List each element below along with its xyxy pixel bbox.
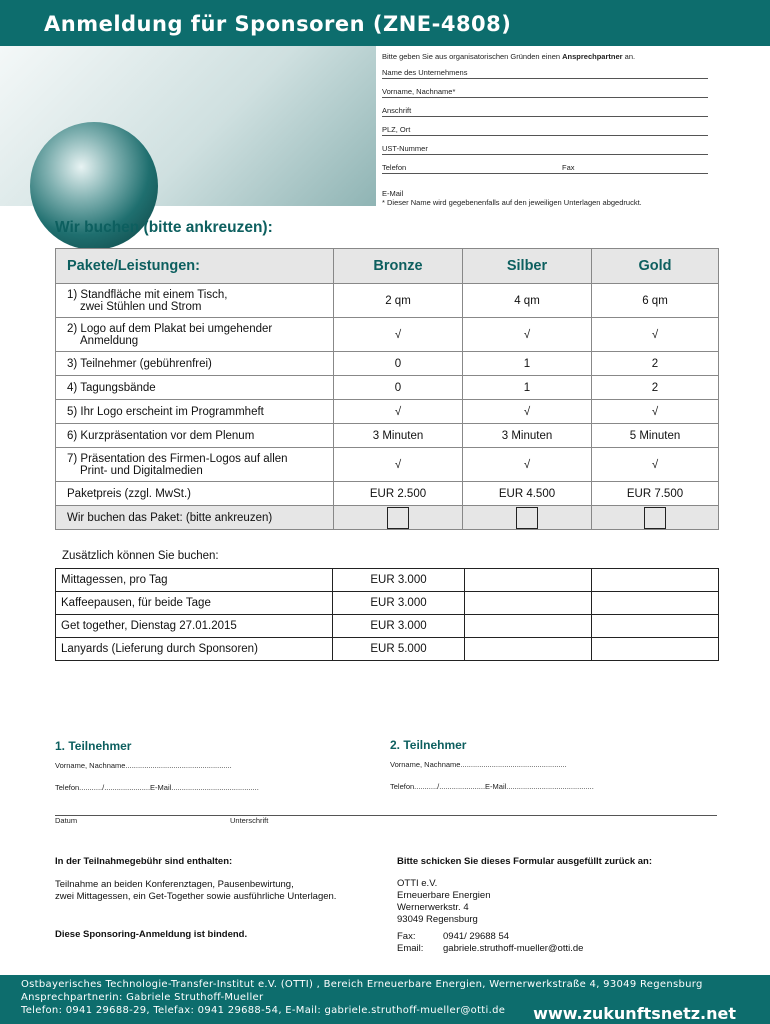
city-field[interactable]: PLZ, Ort [382, 123, 708, 136]
table-row: Get together, Dienstag 27.01.2015 EUR 3.000 [56, 615, 719, 638]
contact-footnote: * Dieser Name wird gegebenenfalls auf den jeweiligen Unterlagen abgedruckt. [382, 198, 642, 207]
price-silber: EUR 4.500 [463, 482, 592, 506]
table-row: 1) Standfläche mit einem Tisch, zwei Stühlen und Strom 2 qm 4 qm 6 qm [56, 284, 719, 318]
booking-heading: Wir buchen (bitte ankreuzen): [55, 219, 273, 236]
extras-table [55, 568, 719, 661]
gold-checkbox[interactable] [644, 507, 666, 529]
participant-1-heading: 1. Teilnehmer [55, 739, 132, 753]
check-icon: √ [463, 448, 592, 482]
email-link[interactable]: gabriele.struthoff-mueller@otti.de [443, 943, 584, 954]
phone-fax-field[interactable]: Telefon Fax [382, 161, 708, 174]
included-text: Teilnahme an beiden Konferenztagen, Pausenbewirtung, zwei Mittagessen, ein Get-Together sowie ausführliche Unterlagen. [55, 879, 337, 902]
header-graphic [0, 46, 376, 206]
table-row: 4) Tagungsbände 0 1 2 [56, 376, 719, 400]
return-address: OTTI e.V. Erneuerbare Energien Wernerwerkstr. 4 93049 Regensburg [397, 878, 491, 925]
extras-input-cell[interactable] [465, 615, 592, 638]
check-icon: √ [592, 448, 719, 482]
footer-line-3: Telefon: 0941 29688-29, Telefax: 0941 29688-54, E-Mail: gabriele.struthoff-mueller@otti.de [21, 1005, 506, 1016]
extras-input-cell[interactable] [465, 569, 592, 592]
vat-field[interactable]: UST-Nummer [382, 142, 708, 155]
extras-input-cell[interactable] [592, 638, 719, 661]
website-link[interactable]: www.zukunftsnetz.net [533, 1004, 736, 1023]
table-row: 7) Präsentation des Firmen-Logos auf allen Print- und Digitalmedien √ √ √ [56, 448, 719, 482]
footer-line-2: Ansprechpartnerin: Gabriele Struthoff-Mueller [21, 992, 264, 1003]
participant-1-contact-field[interactable]: Telefon.........../......................E-Mail.......................................... [55, 783, 259, 792]
header-bronze: Bronze [334, 249, 463, 284]
company-field[interactable]: Name des Unternehmens [382, 66, 708, 79]
check-icon: √ [592, 400, 719, 424]
packages-header-row [56, 249, 719, 284]
name-field[interactable]: Vorname, Nachname* [382, 85, 708, 98]
participant-2-heading: 2. Teilnehmer [390, 738, 467, 752]
signature-line[interactable] [55, 815, 717, 816]
email-field-label[interactable]: E-Mail [382, 189, 404, 198]
package-price-label: Paketpreis (zzgl. MwSt.) [56, 482, 334, 506]
date-label: Datum [55, 816, 78, 825]
header-packages: Pakete/Leistungen: [56, 249, 334, 284]
extras-input-cell[interactable] [592, 569, 719, 592]
page-title: Anmeldung für Sponsoren (ZNE-4808) [44, 12, 512, 36]
contact-intro: Bitte geben Sie aus organisatorischen Gründen einen Ansprechpartner an. [382, 52, 636, 61]
header-bar [0, 0, 770, 46]
extras-input-cell[interactable] [592, 592, 719, 615]
binding-note: Diese Sponsoring-Anmeldung ist bindend. [55, 929, 248, 940]
participant-1-name-field[interactable]: Vorname, Nachname................................................... [55, 761, 232, 770]
table-row: 2) Logo auf dem Plakat bei umgehender Anmeldung √ √ √ [56, 318, 719, 352]
check-icon: √ [334, 448, 463, 482]
check-icon: √ [463, 318, 592, 352]
table-row [56, 482, 719, 506]
check-icon: √ [592, 318, 719, 352]
table-row: Lanyards (Lieferung durch Sponsoren) EUR 5.000 [56, 638, 719, 661]
table-row [56, 506, 719, 530]
packages-table [55, 248, 719, 530]
check-icon: √ [334, 318, 463, 352]
table-row: Kaffeepausen, für beide Tage EUR 3.000 [56, 592, 719, 615]
extras-heading: Zusätzlich können Sie buchen: [62, 550, 219, 562]
participant-2-contact-field[interactable]: Telefon.........../......................E-Mail.......................................... [390, 782, 594, 791]
footer-line-1: Ostbayerisches Technologie-Transfer-Institut e.V. (OTTI) , Bereich Erneuerbare Energien, Wernerwerkstraße 4, 93049 Regensburg [21, 979, 703, 990]
extras-input-cell[interactable] [465, 638, 592, 661]
return-contact: Fax: 0941/ 29688 54 Email: gabriele.struthoff-mueller@otti.de [397, 931, 584, 954]
silber-checkbox[interactable] [516, 507, 538, 529]
price-gold: EUR 7.500 [592, 482, 719, 506]
return-heading: Bitte schicken Sie dieses Formular ausgefüllt zurück an: [397, 856, 652, 867]
table-row: 3) Teilnehmer (gebührenfrei) 0 1 2 [56, 352, 719, 376]
extras-input-cell[interactable] [465, 592, 592, 615]
check-icon: √ [463, 400, 592, 424]
table-row: Mittagessen, pro Tag EUR 3.000 [56, 569, 719, 592]
address-field[interactable]: Anschrift [382, 104, 708, 117]
included-heading: In der Teilnahmegebühr sind enthalten: [55, 856, 233, 867]
participant-2-name-field[interactable]: Vorname, Nachname................................................... [390, 760, 567, 769]
bronze-checkbox[interactable] [387, 507, 409, 529]
check-icon: √ [334, 400, 463, 424]
extras-input-cell[interactable] [592, 615, 719, 638]
price-bronze: EUR 2.500 [334, 482, 463, 506]
book-package-label: Wir buchen das Paket: (bitte ankreuzen) [56, 506, 334, 530]
table-row: 5) Ihr Logo erscheint im Programmheft √ √ √ [56, 400, 719, 424]
header-silber: Silber [463, 249, 592, 284]
footer [0, 975, 770, 1024]
signature-label: Unterschrift [230, 816, 269, 825]
header-gold: Gold [592, 249, 719, 284]
table-row: 6) Kurzpräsentation vor dem Plenum 3 Minuten 3 Minuten 5 Minuten [56, 424, 719, 448]
